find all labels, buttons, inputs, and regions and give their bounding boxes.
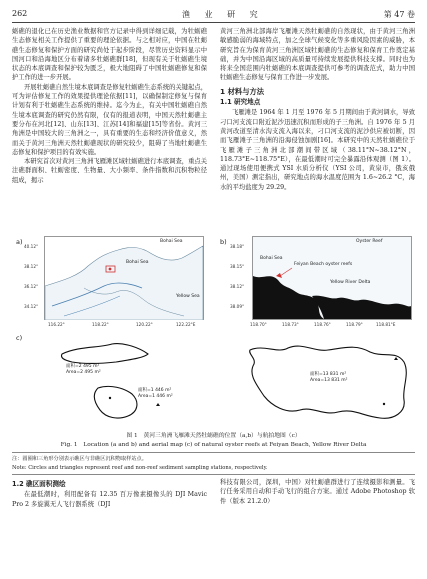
right-column-bottom bbox=[220, 478, 415, 506]
lat-tick: 38.15° bbox=[230, 264, 245, 269]
lon-tick: 120.22° bbox=[136, 322, 153, 327]
paragraph: 开展牡蛎礁自然生境本底调查是修复牡蛎礁生态系统的关键起点，可为评估修复工作的效果提供理论依据[11]，以确保制定修复与保育计划有利于牡蛎礁生态系统的维持。迄今为止，有关中国牡蛎礁自然生境本底调查的研究仍然有限，仅有的报道表明，中国天然牡蛎礁主要分布在河北[12]、山东[13]、江苏[14]和福建[15]等省份。黄河三角洲是中国较大的三角洲之一，具有重要的生态和经济价值意义，然而关于黄河三角洲天然牡蛎礁现状的研究较少，阻碍了当地牡蛎礁生态修复和保护项目的有效实施。 bbox=[12, 83, 207, 156]
figure-note-cn: 注：圆圈和三角形分别表示礁区与非礁区沉积物取样站点。 bbox=[12, 456, 147, 462]
lon-tick: 118.73° bbox=[282, 322, 299, 327]
aerial-panel-right bbox=[244, 340, 414, 424]
sea-label: Bohai Sea bbox=[126, 260, 149, 265]
figure-note-en: Note: Circles and triangles represent reef and non-reef sediment sampling stations, respectively. bbox=[12, 465, 268, 471]
map-legend: Bohai Sea bbox=[160, 239, 183, 244]
reef-area-label: 面积=13 831 m² bbox=[310, 372, 347, 377]
paragraph: 蛎礁的退化已在历史渔业数据和官方记录中得到详细记载，为牡蛎礁生态修复相关工作提供了重要的理论依据。与之相对应，中国在牡蛎礁生态修复和保护方面的研究尚处于起步阶段，尽管历史资料显示中国河口和沿海地区分布着诸多牡蛎礁群[18]，但现有关于牡蛎礁生境状态的本底调查和保护较为匮乏，极大地阻碍了中国牡蛎礁修复和保护工作的进一步开展。 bbox=[12, 28, 207, 82]
panel-label-c: c) bbox=[16, 334, 23, 342]
paragraph: 科技有限公司，深圳，中国）对牡蛎礁群进行了连续摄影和测量。飞行任务采用自动和手动飞行的组合方案。通过 Adobe Photoshop 软件（版本 21.2.0） bbox=[220, 479, 415, 505]
local-map bbox=[252, 236, 412, 320]
paragraph: 飞雁滩是 1964 年 1 月至 1976 年 5 月期间由于黄河调水，导致刁口河支流口附近泥沙迅速沉积而形成的子三角洲。自 1976 年 5 月黄河改道至清水沟支流入海以来，刁口河支流的泥沙供应被切断，因而飞雁滩子三角洲的沿海侵蚀加剧[16]。本研究中的天然牡蛎礁位于飞雁滩子三角洲北部潮间带区域（38.11°N~38.12°N，118.73°E~118.75°E），在最低潮时可完全暴露沿体观测（图 1）。通过现场使用便携式 YSI 水质分析仪（YSI 公司，黄泉市，俄亥俄州，美国）测定指出，研究地点的海水温度范围为 1.6~26.2 °C，海水的平均盐度为 29.29。 bbox=[220, 109, 415, 191]
reef-site-label: Feiyan Beach oyster reefs bbox=[294, 262, 353, 267]
reef-legend: Oyster Reef bbox=[356, 239, 383, 244]
reef-area-label: Area=13 831 m² bbox=[310, 378, 348, 383]
lat-tick: 38.18° bbox=[230, 244, 245, 249]
lat-tick: 40.12° bbox=[24, 244, 39, 249]
lon-tick: 118.76° bbox=[314, 322, 331, 327]
divider bbox=[12, 452, 415, 453]
lat-tick: 38.09° bbox=[230, 304, 245, 309]
aerial-panel-left bbox=[48, 340, 198, 424]
lon-tick: 118.70° bbox=[250, 322, 267, 327]
sea-label: Bohai Sea bbox=[260, 256, 283, 261]
lon-tick: 118.79° bbox=[346, 322, 363, 327]
subsection-heading: 1.2 礁区面积测绘 bbox=[12, 480, 66, 488]
figure-caption-en: Fig. 1 Location (a and b) and aerial map (c) of natural oyster reefs at Feiyan Beach, Yellow River Delta bbox=[60, 442, 367, 448]
map-panel-b bbox=[252, 236, 412, 320]
panel-label-a: a) bbox=[16, 238, 23, 246]
delta-label: Yellow River Delta bbox=[330, 280, 371, 285]
lat-tick: 38.12° bbox=[24, 264, 39, 269]
left-column-bottom bbox=[12, 478, 207, 509]
divider bbox=[12, 474, 415, 475]
regional-map bbox=[44, 236, 204, 320]
journal-name: 渔 业 研 究 bbox=[182, 10, 264, 19]
subsection-heading: 1.1 研究地点 bbox=[220, 98, 261, 107]
sea-label: Yellow Sea bbox=[176, 294, 200, 299]
reef-area-label: Area=2 495 m² bbox=[66, 370, 101, 375]
paragraph: 在最低潮时，利用配备有 12.35 百万像素摄像头的 DJI Mavic Pro 2 多旋翼无人飞行器系统（DJI bbox=[12, 491, 207, 508]
paragraph: 本研究首次对黄河三角洲飞雁滩区域牡蛎礁进行本底调查，重点关注礁群面积、牡蛎密度、生物量、大小频率、条件指数和沉积物粒径组成，揭示 bbox=[12, 158, 207, 184]
lat-tick: 36.12° bbox=[24, 284, 39, 289]
page-number: 262 bbox=[12, 9, 28, 18]
lat-tick: 38.12° bbox=[230, 284, 245, 289]
paragraph: 黄河三角洲北部海岸飞雁滩天然牡蛎礁的自然现状，由于黄河三角洲敏感脆弱的海域特点，加之全球气候变化等多重风险因素的威胁，本研究旨在为保育黄河三角洲区域牡蛎礁的生态修复和保育工作奠定基础，并为中国沿海区域的高质量可持续发展提供科技支撑。同时也为将来全国范围内牡蛎礁的本底调查提供可参考的调查范式，助力中国牡蛎礁生态修复与保育工作进一步发展。 bbox=[220, 28, 415, 82]
volume-number: 第 47 卷 bbox=[383, 10, 415, 19]
lat-tick: 34.12° bbox=[24, 304, 39, 309]
section-heading: 1 材料与方法 bbox=[220, 86, 265, 96]
reef-area-label: Area=1 446 m² bbox=[138, 394, 173, 399]
map-panel-a bbox=[44, 236, 204, 320]
reef-outlines-left bbox=[48, 340, 198, 424]
running-header bbox=[12, 8, 415, 23]
lon-tick: 116.22° bbox=[48, 322, 65, 327]
lon-tick: 118.22° bbox=[92, 322, 109, 327]
reef-area-label: 面积=2 495 m² bbox=[66, 364, 100, 369]
lon-tick: 118.81°E bbox=[376, 322, 396, 327]
lon-tick: 122.22°E bbox=[176, 322, 196, 327]
left-column bbox=[12, 27, 207, 185]
figure-1 bbox=[12, 236, 415, 426]
figure-caption-cn: 图 1 黄河三角洲飞雁滩天然牡蛎礁的位置（a,b）与航拍地图（c） bbox=[126, 433, 301, 439]
panel-label-b: b) bbox=[220, 238, 227, 246]
right-column bbox=[220, 27, 415, 192]
reef-area-label: 面积=1 446 m² bbox=[138, 388, 172, 393]
